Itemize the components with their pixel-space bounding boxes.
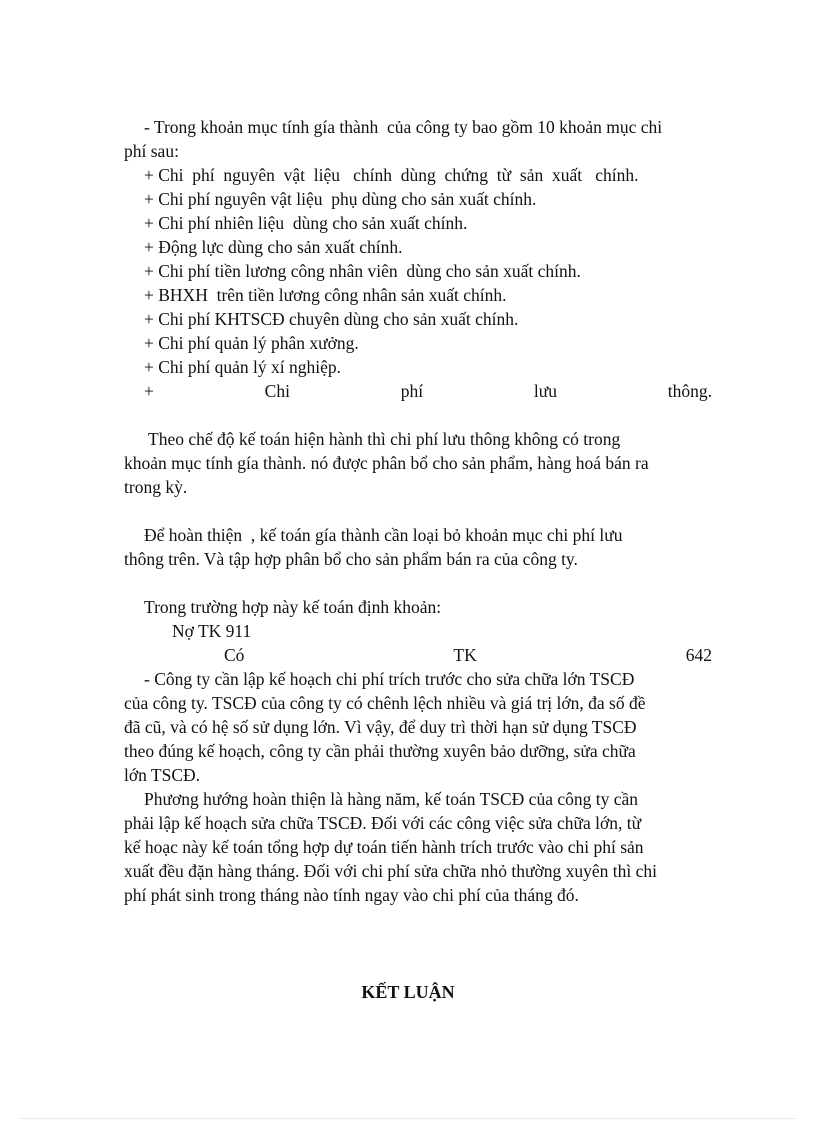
paragraph-5-line-4: theo đúng kế hoạch, công ty cần phải thường xuyên bảo dưỡng, sửa chữa	[124, 741, 636, 761]
list-item-5: + Chi phí tiền lương công nhân viên dùng cho sản xuất chính.	[144, 261, 581, 281]
text-span: - Trong khoản mục tính gía thành của công ty bao gồm 10 khoản mục chi	[144, 117, 663, 137]
list-item-8: + Chi phí quản lý phân xưởng.	[144, 333, 359, 353]
paragraph-5-line-1: - Công ty cần lập kế hoạch chi phí trích trước cho sửa chữa lớn TSCĐ	[144, 669, 635, 689]
word: lưu	[533, 381, 557, 401]
paragraph-5-line-2: của công ty. TSCĐ của công ty có chênh lệch nhiều và giá trị lớn, đa số đề	[124, 693, 646, 713]
paragraph-5-line-5: lớn TSCĐ.	[124, 765, 201, 785]
paragraph-intro-line-2: phí sau:	[124, 141, 179, 161]
paragraph-intro-line-1	[144, 115, 712, 139]
journal-entry-debit: Nợ TK 911	[172, 621, 252, 641]
list-item-3: + Chi phí nhiên liệu dùng cho sản xuất chính.	[144, 213, 468, 233]
list-item-4: + Động lực dùng cho sản xuất chính.	[144, 237, 403, 257]
list-item-2: + Chi phí nguyên vật liệu phụ dùng cho sản xuất chính.	[144, 189, 537, 209]
list-item-10	[144, 379, 712, 403]
paragraph-6-line-4: xuất đều đặn hàng tháng. Đối với chi phí sửa chữa nhỏ thường xuyên thì chi	[124, 861, 657, 881]
paragraph-3-line-2: thông trên. Và tập hợp phân bổ cho sản phẩm bán ra của công ty.	[124, 549, 578, 569]
paragraph-3-line-1: Để hoàn thiện , kế toán gía thành cần loại bỏ khoản mục chi phí lưu	[144, 525, 623, 545]
word: 642	[685, 645, 712, 665]
list-item-1: + Chi phí nguyên vật liệu chính dùng chứng từ sản xuất chính.	[144, 165, 639, 185]
word: Có	[224, 645, 245, 665]
list-item-7: + Chi phí KHTSCĐ chuyên dùng cho sản xuất chính.	[144, 309, 519, 329]
journal-entry-credit	[224, 643, 712, 667]
word: +	[144, 381, 154, 401]
section-heading: KẾT LUẬN	[361, 982, 455, 1002]
paragraph-4-line-1: Trong trường hợp này kế toán định khoản:	[144, 597, 442, 617]
word: phí	[400, 381, 424, 401]
paragraph-6-line-5: phí phát sinh trong tháng nào tính ngay vào chi phí của tháng đó.	[124, 885, 579, 905]
list-item-6: + BHXH trên tiền lương công nhân sản xuất chính.	[144, 285, 507, 305]
paragraph-6-line-3: kế hoạc này kế toán tổng hợp dự toán tiến hành trích trước vào chi phí sản	[124, 837, 644, 857]
word: thông.	[667, 381, 712, 401]
paragraph-2-line-2: khoản mục tính gía thành. nó được phân bổ cho sản phẩm, hàng hoá bán ra	[124, 453, 649, 473]
word: TK	[453, 645, 477, 665]
paragraph-6-line-2: phải lập kế hoạch sửa chữa TSCĐ. Đối với các công việc sửa chữa lớn, từ	[124, 813, 642, 833]
paragraph-2-line-1: Theo chế độ kế toán hiện hành thì chi phí lưu thông không có trong	[144, 429, 621, 449]
page-bottom-divider	[20, 1118, 796, 1119]
word: Chi	[264, 381, 290, 401]
list-item-9: + Chi phí quản lý xí nghiệp.	[144, 357, 342, 377]
paragraph-5-line-3: đã cũ, và có hệ số sử dụng lớn. Vì vậy, để duy trì thời hạn sử dụng TSCĐ	[124, 717, 637, 737]
paragraph-6-line-1: Phương hướng hoàn thiện là hàng năm, kế toán TSCĐ của công ty cần	[144, 789, 639, 809]
paragraph-2-line-3: trong kỳ.	[124, 477, 188, 497]
